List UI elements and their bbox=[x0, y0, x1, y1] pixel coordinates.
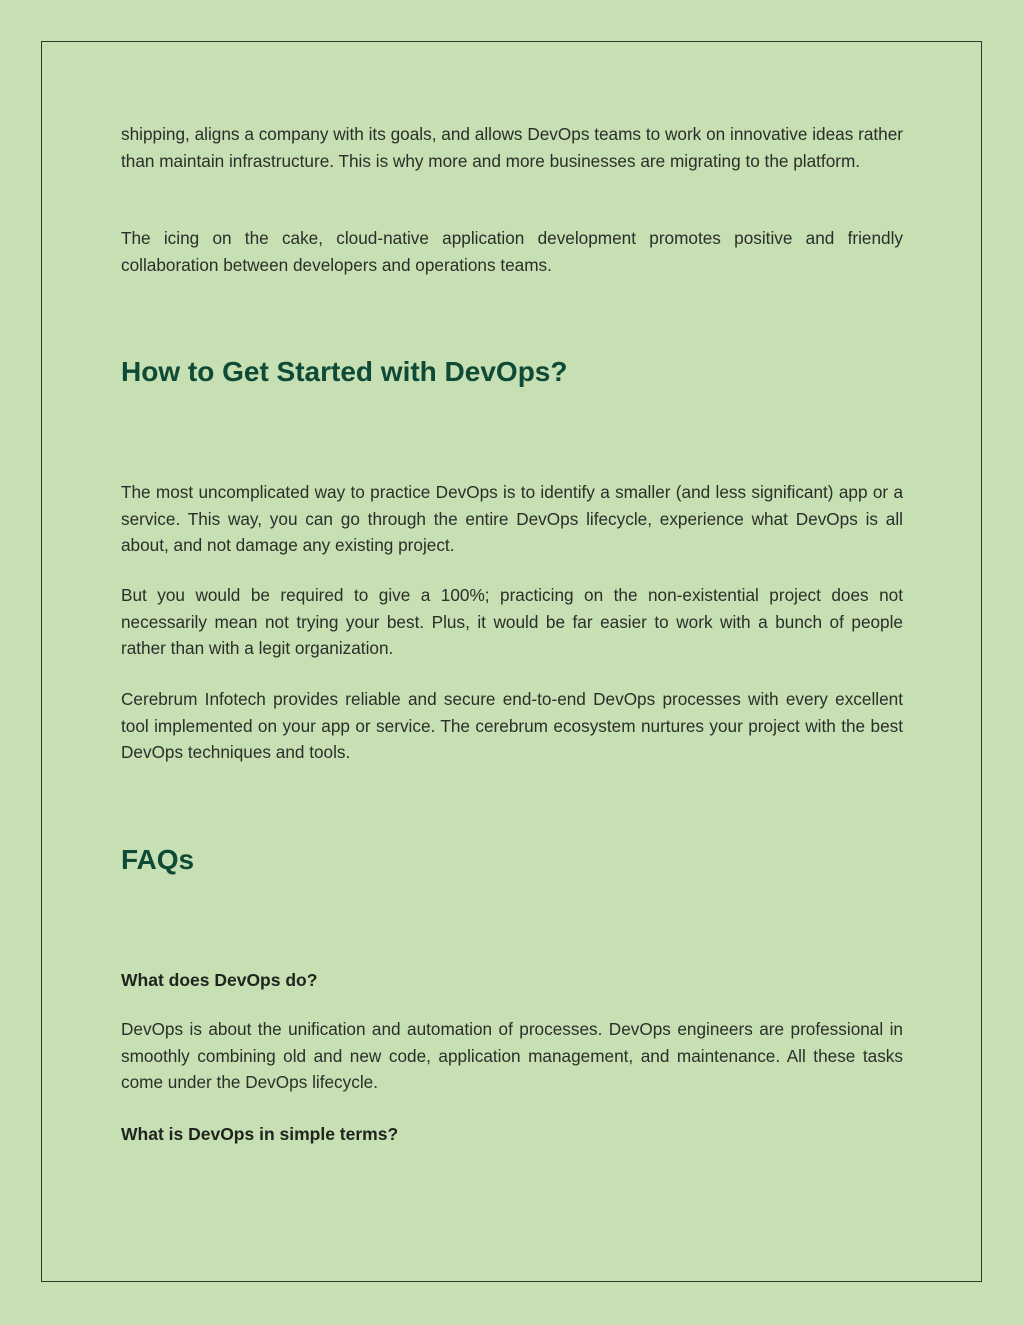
paragraph-cerebrum-infotech: Cerebrum Infotech provides reliable and secure end-to-end DevOps processes with every excellent tool implemented on your app or service. The cerebrum ecosystem nurtures your project with the best DevOps techniques and tools. bbox=[121, 689, 903, 763]
paragraph-uncomplicated-way: The most uncomplicated way to practice DevOps is to identify a smaller (and less significant) app or a service. This way, you can go through the entire DevOps lifecycle, experience what DevOps is all about, and not damage any existing project. bbox=[121, 482, 903, 556]
paragraph-give-100: But you would be required to give a 100%; practicing on the non-existential project does not necessarily mean not trying your best. Plus, it would be far easier to work with a bunch of people rather than with a legit organization. bbox=[121, 585, 903, 659]
intro-paragraph-shipping: shipping, aligns a company with its goals, and allows DevOps teams to work on innovative ideas rather than maintain infrastructure. This is why more and more businesses are migrating to the platform. bbox=[121, 124, 903, 171]
faq-question-simple-terms: What is DevOps in simple terms? bbox=[121, 1124, 399, 1144]
faq-question-what-does-devops-do: What does DevOps do? bbox=[121, 970, 318, 990]
heading-faqs: FAQs bbox=[121, 844, 195, 875]
intro-paragraph-icing: The icing on the cake, cloud-native application development promotes positive and friendly collaboration between developers and operations teams. bbox=[121, 228, 903, 275]
faq-answer-unification: DevOps is about the unification and automation of processes. DevOps engineers are professional in smoothly combining old and new code, application management, and maintenance. All these tasks come under the DevOps lifecycle. bbox=[121, 1019, 903, 1093]
heading-get-started: How to Get Started with DevOps? bbox=[121, 356, 568, 387]
